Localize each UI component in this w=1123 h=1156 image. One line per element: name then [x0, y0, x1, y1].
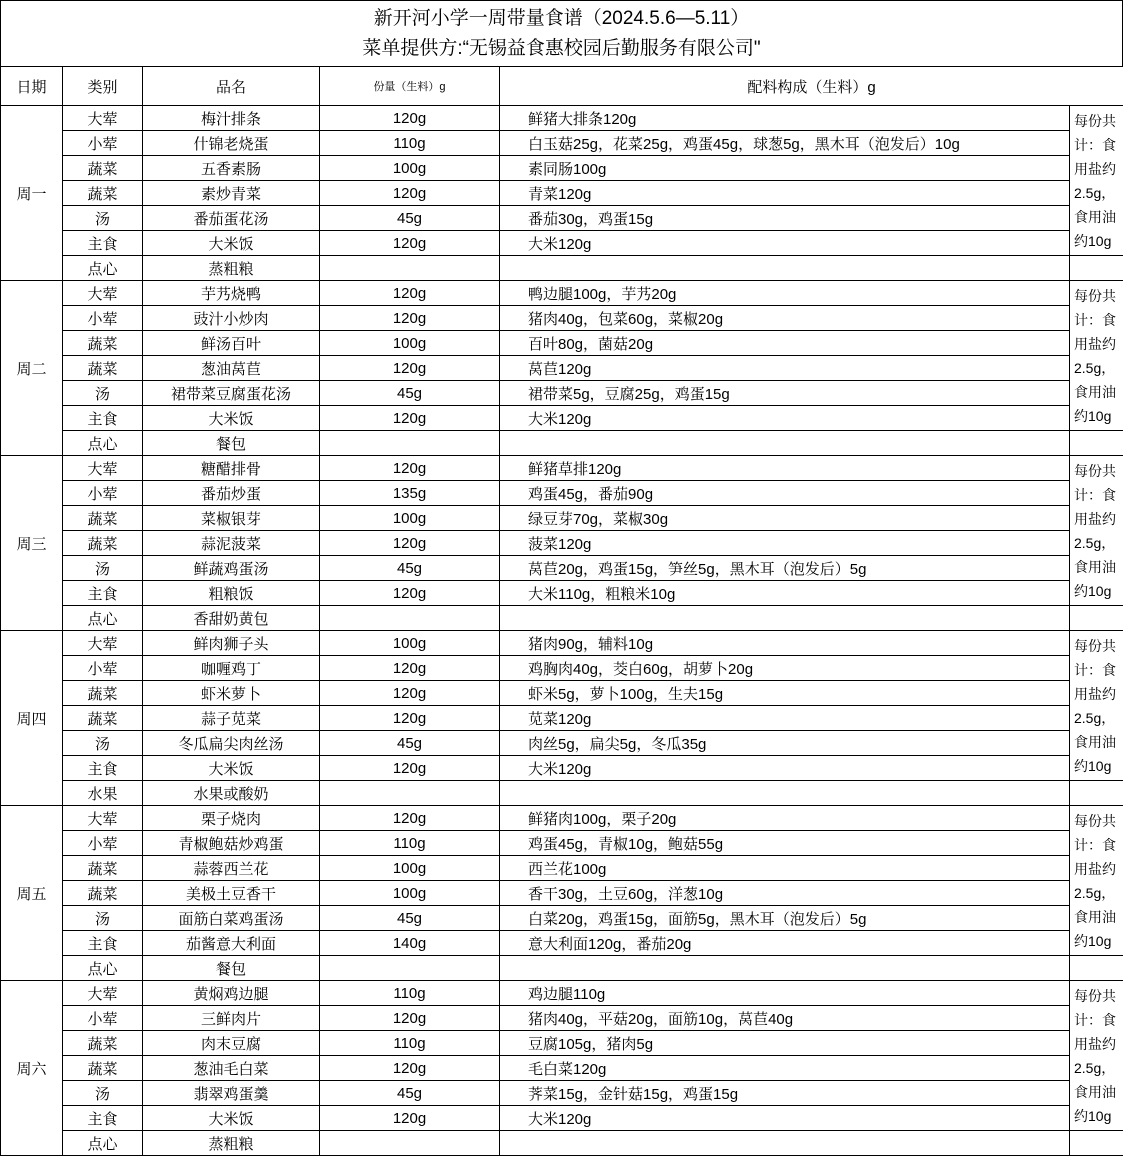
portion-cell: [320, 606, 500, 631]
category-cell: 主食: [63, 581, 143, 606]
dish-name-cell: 蒜泥菠菜: [143, 531, 320, 556]
portion-cell: [320, 956, 500, 981]
ingredients-cell: 猪肉40g，平菇20g，面筋10g，莴苣40g: [500, 1006, 1070, 1031]
table-row: [1, 256, 1123, 281]
category-cell: 小荤: [63, 1006, 143, 1031]
empty-cell: [1070, 956, 1123, 981]
empty-cell: [1070, 781, 1123, 806]
ingredients-cell: 鲜猪大排条120g: [500, 106, 1070, 131]
menu-table: [0, 66, 1123, 1156]
dish-name-cell: 葱油毛白菜: [143, 1056, 320, 1081]
table-row: [1, 106, 1123, 131]
dish-name-cell: 三鲜肉片: [143, 1006, 320, 1031]
page-title: 新开河小学一周带量食谱（2024.5.6—5.11）: [1, 7, 1122, 31]
table-row: [1, 481, 1123, 506]
category-cell: 蔬菜: [63, 156, 143, 181]
seasoning-note: 每份共计：食用盐约2.5g，食用油约10g: [1070, 981, 1123, 1131]
table-row: [1, 231, 1123, 256]
header-date: 日期: [1, 67, 63, 106]
dish-name-cell: 水果或酸奶: [143, 781, 320, 806]
dish-name-cell: 鲜汤百叶: [143, 331, 320, 356]
ingredients-cell: 大米120g: [500, 406, 1070, 431]
seasoning-note: 每份共计：食用盐约2.5g，食用油约10g: [1070, 281, 1123, 431]
header-portion: 份量（生料）g: [320, 67, 500, 106]
portion-cell: 120g: [320, 231, 500, 256]
portion-cell: 120g: [320, 1006, 500, 1031]
portion-cell: [320, 1131, 500, 1156]
ingredients-cell: [500, 1131, 1070, 1156]
portion-cell: 100g: [320, 631, 500, 656]
dish-name-cell: 茄酱意大利面: [143, 931, 320, 956]
portion-cell: 120g: [320, 531, 500, 556]
portion-cell: 100g: [320, 856, 500, 881]
header-name: 品名: [143, 67, 320, 106]
category-cell: 点心: [63, 431, 143, 456]
day-label: 周三: [1, 456, 63, 631]
ingredients-cell: 鸡蛋45g，青椒10g，鲍菇55g: [500, 831, 1070, 856]
header-category: 类别: [63, 67, 143, 106]
table-row: [1, 306, 1123, 331]
table-row: [1, 656, 1123, 681]
category-cell: 蔬菜: [63, 681, 143, 706]
table-row: [1, 281, 1123, 306]
ingredients-cell: 鲜猪肉100g，栗子20g: [500, 806, 1070, 831]
category-cell: 小荤: [63, 656, 143, 681]
category-cell: 蔬菜: [63, 531, 143, 556]
portion-cell: 120g: [320, 181, 500, 206]
table-row: [1, 706, 1123, 731]
seasoning-note: 每份共计：食用盐约2.5g，食用油约10g: [1070, 456, 1123, 606]
empty-cell: [1070, 256, 1123, 281]
dish-name-cell: 翡翠鸡蛋羹: [143, 1081, 320, 1106]
ingredients-cell: [500, 606, 1070, 631]
ingredients-cell: 香干30g，土豆60g，洋葱10g: [500, 881, 1070, 906]
dish-name-cell: 肉末豆腐: [143, 1031, 320, 1056]
dish-name-cell: 大米饭: [143, 406, 320, 431]
table-row: [1, 331, 1123, 356]
ingredients-cell: 鸡边腿110g: [500, 981, 1070, 1006]
ingredients-cell: 猪肉40g，包菜60g，菜椒20g: [500, 306, 1070, 331]
dish-name-cell: 蒸粗粮: [143, 1131, 320, 1156]
table-row: [1, 606, 1123, 631]
table-row: [1, 731, 1123, 756]
table-row: [1, 1056, 1123, 1081]
ingredients-cell: 肉丝5g，扁尖5g，冬瓜35g: [500, 731, 1070, 756]
table-row: [1, 206, 1123, 231]
portion-cell: 120g: [320, 806, 500, 831]
ingredients-cell: 大米120g: [500, 231, 1070, 256]
empty-cell: [1070, 1131, 1123, 1156]
category-cell: 蔬菜: [63, 706, 143, 731]
category-cell: 蔬菜: [63, 1056, 143, 1081]
portion-cell: 140g: [320, 931, 500, 956]
dish-name-cell: 鲜肉狮子头: [143, 631, 320, 656]
dish-name-cell: 芋艿烧鸭: [143, 281, 320, 306]
portion-cell: 120g: [320, 656, 500, 681]
table-row: [1, 506, 1123, 531]
dish-name-cell: 什锦老烧蛋: [143, 131, 320, 156]
table-row: [1, 831, 1123, 856]
portion-cell: 100g: [320, 881, 500, 906]
category-cell: 大荤: [63, 106, 143, 131]
category-cell: 大荤: [63, 281, 143, 306]
table-row: [1, 181, 1123, 206]
category-cell: 点心: [63, 956, 143, 981]
portion-cell: 120g: [320, 406, 500, 431]
seasoning-note: 每份共计：食用盐约2.5g，食用油约10g: [1070, 631, 1123, 781]
category-cell: 大荤: [63, 456, 143, 481]
portion-cell: 45g: [320, 1081, 500, 1106]
dish-name-cell: 青椒鲍菇炒鸡蛋: [143, 831, 320, 856]
dish-name-cell: 冬瓜扁尖肉丝汤: [143, 731, 320, 756]
portion-cell: 120g: [320, 581, 500, 606]
dish-name-cell: 番茄炒蛋: [143, 481, 320, 506]
ingredients-cell: 鸭边腿100g，芋艿20g: [500, 281, 1070, 306]
table-row: [1, 1081, 1123, 1106]
dish-name-cell: 素炒青菜: [143, 181, 320, 206]
table-row: [1, 381, 1123, 406]
dish-name-cell: 餐包: [143, 431, 320, 456]
category-cell: 蔬菜: [63, 881, 143, 906]
dish-name-cell: 蒜子苋菜: [143, 706, 320, 731]
table-row: [1, 1106, 1123, 1131]
category-cell: 小荤: [63, 831, 143, 856]
portion-cell: 120g: [320, 706, 500, 731]
ingredients-cell: 莴苣120g: [500, 356, 1070, 381]
portion-cell: 120g: [320, 1106, 500, 1131]
menu-body: [1, 106, 1123, 1156]
dish-name-cell: 蒜蓉西兰花: [143, 856, 320, 881]
portion-cell: 110g: [320, 831, 500, 856]
portion-cell: 45g: [320, 906, 500, 931]
ingredients-cell: 番茄30g，鸡蛋15g: [500, 206, 1070, 231]
category-cell: 主食: [63, 406, 143, 431]
empty-cell: [1070, 431, 1123, 456]
portion-cell: 45g: [320, 206, 500, 231]
category-cell: 主食: [63, 931, 143, 956]
category-cell: 蔬菜: [63, 356, 143, 381]
table-row: [1, 556, 1123, 581]
table-row: [1, 681, 1123, 706]
ingredients-cell: [500, 781, 1070, 806]
dish-name-cell: 糖醋排骨: [143, 456, 320, 481]
dish-name-cell: 虾米萝卜: [143, 681, 320, 706]
table-row: [1, 956, 1123, 981]
dish-name-cell: 五香素肠: [143, 156, 320, 181]
category-cell: 蔬菜: [63, 181, 143, 206]
table-row: [1, 931, 1123, 956]
category-cell: 汤: [63, 381, 143, 406]
seasoning-note: 每份共计：食用盐约2.5g，食用油约10g: [1070, 806, 1123, 956]
ingredients-cell: 虾米5g，萝卜100g，生夫15g: [500, 681, 1070, 706]
category-cell: 主食: [63, 756, 143, 781]
portion-cell: 45g: [320, 731, 500, 756]
empty-cell: [1070, 606, 1123, 631]
ingredients-cell: 莴苣20g，鸡蛋15g，笋丝5g，黑木耳（泡发后）5g: [500, 556, 1070, 581]
table-row: [1, 131, 1123, 156]
dish-name-cell: 香甜奶黄包: [143, 606, 320, 631]
ingredients-cell: [500, 956, 1070, 981]
portion-cell: 120g: [320, 356, 500, 381]
ingredients-cell: 意大利面120g，番茄20g: [500, 931, 1070, 956]
portion-cell: [320, 256, 500, 281]
dish-name-cell: 粗粮饭: [143, 581, 320, 606]
dish-name-cell: 栗子烧肉: [143, 806, 320, 831]
ingredients-cell: 素同肠100g: [500, 156, 1070, 181]
portion-cell: 100g: [320, 506, 500, 531]
menu-provider: 菜单提供方:“无锡益食惠校园后勤服务有限公司": [1, 37, 1122, 61]
table-row: [1, 1031, 1123, 1056]
portion-cell: 100g: [320, 331, 500, 356]
day-label: 周二: [1, 281, 63, 456]
table-row: [1, 806, 1123, 831]
day-label: 周四: [1, 631, 63, 806]
dish-name-cell: 裙带菜豆腐蛋花汤: [143, 381, 320, 406]
ingredients-cell: 鸡胸肉40g，茭白60g，胡萝卜20g: [500, 656, 1070, 681]
category-cell: 汤: [63, 206, 143, 231]
ingredients-cell: 大米120g: [500, 756, 1070, 781]
portion-cell: 110g: [320, 981, 500, 1006]
dish-name-cell: 面筋白菜鸡蛋汤: [143, 906, 320, 931]
ingredients-cell: 百叶80g，菌菇20g: [500, 331, 1070, 356]
category-cell: 汤: [63, 906, 143, 931]
category-cell: 蔬菜: [63, 506, 143, 531]
table-row: [1, 781, 1123, 806]
portion-cell: 45g: [320, 556, 500, 581]
table-row: [1, 881, 1123, 906]
dish-name-cell: 美极土豆香干: [143, 881, 320, 906]
dish-name-cell: 菜椒银芽: [143, 506, 320, 531]
category-cell: 小荤: [63, 481, 143, 506]
ingredients-cell: 鸡蛋45g，番茄90g: [500, 481, 1070, 506]
dish-name-cell: 大米饭: [143, 1106, 320, 1131]
portion-cell: 45g: [320, 381, 500, 406]
category-cell: 大荤: [63, 806, 143, 831]
table-row: [1, 581, 1123, 606]
ingredients-cell: 荠菜15g，金针菇15g，鸡蛋15g: [500, 1081, 1070, 1106]
ingredients-cell: 菠菜120g: [500, 531, 1070, 556]
category-cell: 水果: [63, 781, 143, 806]
category-cell: 大荤: [63, 981, 143, 1006]
header-ingredients: 配料构成（生料）g: [500, 67, 1123, 106]
category-cell: 汤: [63, 1081, 143, 1106]
title-area: [0, 0, 1123, 66]
dish-name-cell: 豉汁小炒肉: [143, 306, 320, 331]
portion-cell: 120g: [320, 1056, 500, 1081]
dish-name-cell: 鲜蔬鸡蛋汤: [143, 556, 320, 581]
ingredients-cell: 绿豆芽70g，菜椒30g: [500, 506, 1070, 531]
category-cell: 小荤: [63, 306, 143, 331]
portion-cell: 110g: [320, 131, 500, 156]
table-row: [1, 631, 1123, 656]
table-row: [1, 856, 1123, 881]
ingredients-cell: 白菜20g，鸡蛋15g，面筋5g，黑木耳（泡发后）5g: [500, 906, 1070, 931]
portion-cell: 120g: [320, 456, 500, 481]
dish-name-cell: 餐包: [143, 956, 320, 981]
table-row: [1, 1006, 1123, 1031]
ingredients-cell: 大米110g，粗粮米10g: [500, 581, 1070, 606]
category-cell: 主食: [63, 231, 143, 256]
ingredients-cell: 毛白菜120g: [500, 1056, 1070, 1081]
dish-name-cell: 梅汁排条: [143, 106, 320, 131]
category-cell: 蔬菜: [63, 856, 143, 881]
day-label: 周五: [1, 806, 63, 981]
ingredients-cell: 裙带菜5g，豆腐25g，鸡蛋15g: [500, 381, 1070, 406]
category-cell: 大荤: [63, 631, 143, 656]
dish-name-cell: 蒸粗粮: [143, 256, 320, 281]
category-cell: 小荤: [63, 131, 143, 156]
seasoning-note: 每份共计：食用盐约2.5g，食用油约10g: [1070, 106, 1123, 256]
table-row: [1, 406, 1123, 431]
dish-name-cell: 葱油莴苣: [143, 356, 320, 381]
ingredients-cell: [500, 256, 1070, 281]
portion-cell: 100g: [320, 156, 500, 181]
category-cell: 蔬菜: [63, 1031, 143, 1056]
category-cell: 汤: [63, 556, 143, 581]
category-cell: 点心: [63, 1131, 143, 1156]
dish-name-cell: 黄焖鸡边腿: [143, 981, 320, 1006]
portion-cell: 120g: [320, 106, 500, 131]
portion-cell: [320, 781, 500, 806]
ingredients-cell: 苋菜120g: [500, 706, 1070, 731]
day-label: 周六: [1, 981, 63, 1156]
table-row: [1, 431, 1123, 456]
category-cell: 点心: [63, 256, 143, 281]
day-label: 周一: [1, 106, 63, 281]
category-cell: 点心: [63, 606, 143, 631]
ingredients-cell: 青菜120g: [500, 181, 1070, 206]
table-row: [1, 456, 1123, 481]
header-row: [1, 67, 1123, 106]
dish-name-cell: 咖喱鸡丁: [143, 656, 320, 681]
table-row: [1, 531, 1123, 556]
portion-cell: 120g: [320, 306, 500, 331]
portion-cell: 120g: [320, 681, 500, 706]
ingredients-cell: [500, 431, 1070, 456]
table-row: [1, 981, 1123, 1006]
dish-name-cell: 番茄蛋花汤: [143, 206, 320, 231]
ingredients-cell: 西兰花100g: [500, 856, 1070, 881]
ingredients-cell: 大米120g: [500, 1106, 1070, 1131]
category-cell: 主食: [63, 1106, 143, 1131]
ingredients-cell: 白玉菇25g，花菜25g，鸡蛋45g，球葱5g，黑木耳（泡发后）10g: [500, 131, 1070, 156]
table-row: [1, 156, 1123, 181]
ingredients-cell: 豆腐105g，猪肉5g: [500, 1031, 1070, 1056]
table-row: [1, 1131, 1123, 1156]
category-cell: 汤: [63, 731, 143, 756]
table-row: [1, 906, 1123, 931]
dish-name-cell: 大米饭: [143, 756, 320, 781]
table-row: [1, 756, 1123, 781]
portion-cell: 120g: [320, 281, 500, 306]
dish-name-cell: 大米饭: [143, 231, 320, 256]
ingredients-cell: 鲜猪草排120g: [500, 456, 1070, 481]
portion-cell: 135g: [320, 481, 500, 506]
portion-cell: 110g: [320, 1031, 500, 1056]
portion-cell: [320, 431, 500, 456]
ingredients-cell: 猪肉90g，辅料10g: [500, 631, 1070, 656]
table-row: [1, 356, 1123, 381]
category-cell: 蔬菜: [63, 331, 143, 356]
portion-cell: 120g: [320, 756, 500, 781]
